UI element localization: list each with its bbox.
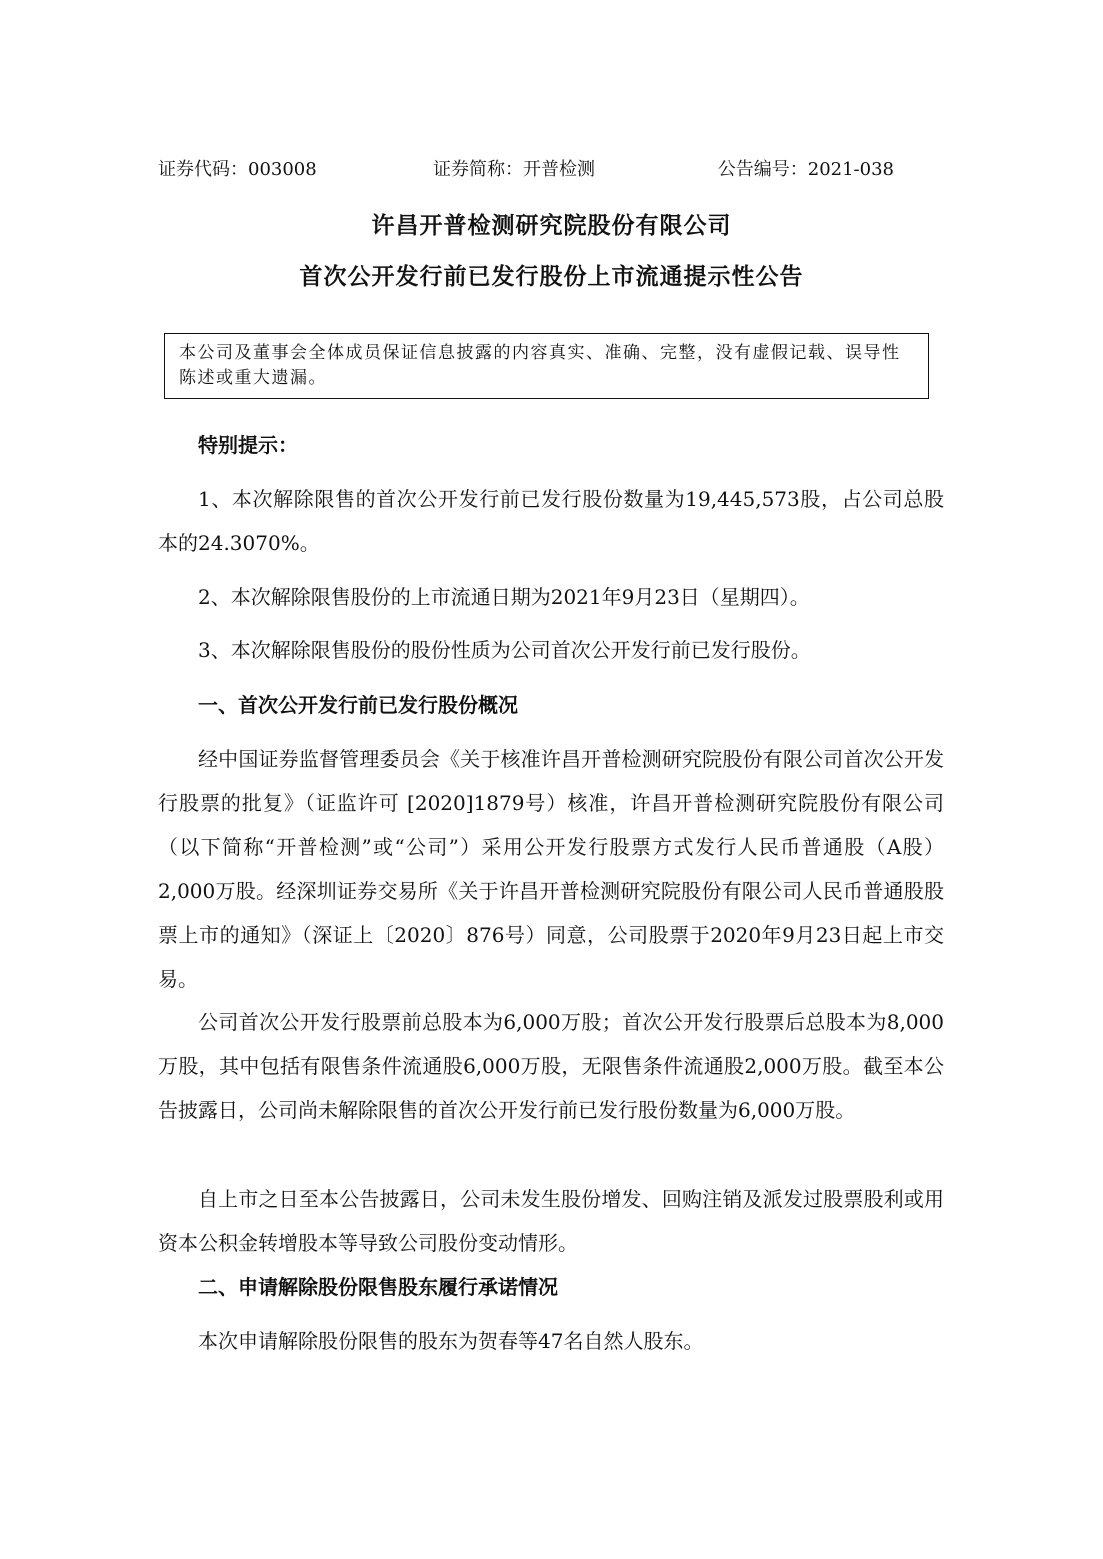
special-notice-item-1: 1、本次解除限售的首次公开发行前已发行股份数量为19,445,573股，占公司总股本的24.3070%。	[158, 487, 944, 555]
notice-number: 公告编号：2021-038	[717, 159, 894, 180]
section-2-paragraph-1: 本次申请解除股份限售的股东为贺春等47名自然人股东。	[198, 1329, 704, 1353]
section-1-paragraph-1: 经中国证券监督管理委员会《关于核准许昌开普检测研究院股份有限公司首次公开发行股票的批复》（证监许可 [2020]1879号）核准，许昌开普检测研究院股份有限公司（以下简称“开普检测”或“公司”）采用公开发行股票方式发行人民币普通股（A股）2,000万股。经深圳证券交易所《关于许昌开普检测研究院股份有限公司人民币普通股股票上市的通知》（深证上〔2020〕876号）同意，公司股票于2020年9月23日起上市交易。	[158, 747, 944, 991]
announcement-title: 首次公开发行前已发行股份上市流通提示性公告	[299, 264, 804, 290]
section-1-heading: 一、首次公开发行前已发行股份概况	[198, 693, 518, 717]
section-1-paragraph-3: 自上市之日至本公告披露日，公司未发生股份增发、回购注销及派发过股票股利或用资本公积金转增股本等导致公司股份变动情形。	[158, 1187, 944, 1255]
company-title: 许昌开普检测研究院股份有限公司	[371, 213, 732, 239]
special-notice-heading: 特别提示：	[198, 433, 298, 457]
document-header	[158, 156, 894, 184]
special-notice-item-2: 2、本次解除限售股份的上市流通日期为2021年9月23日（星期四）。	[198, 585, 810, 609]
section-2-heading: 二、申请解除股份限售股东履行承诺情况	[198, 1275, 558, 1299]
special-notice-item-3: 3、本次解除限售股份的股份性质为公司首次公开发行前已发行股份。	[198, 638, 811, 662]
section-1-paragraph-2: 公司首次公开发行股票前总股本为6,000万股；首次公开发行股票后总股本为8,000万股，其中包括有限售条件流通股6,000万股，无限售条件流通股2,000万股。截至本公告披露日，公司尚未解除限售的首次公开发行前已发行股份数量为6,000万股。	[158, 1010, 944, 1122]
stock-code: 证券代码：003008	[158, 159, 317, 180]
stock-short-name: 证券简称：开普检测	[433, 159, 595, 180]
disclaimer-box: 本公司及董事会全体成员保证信息披露的内容真实、准确、完整，没有虚假记载、误导性陈述或重大遗漏。	[164, 333, 929, 399]
